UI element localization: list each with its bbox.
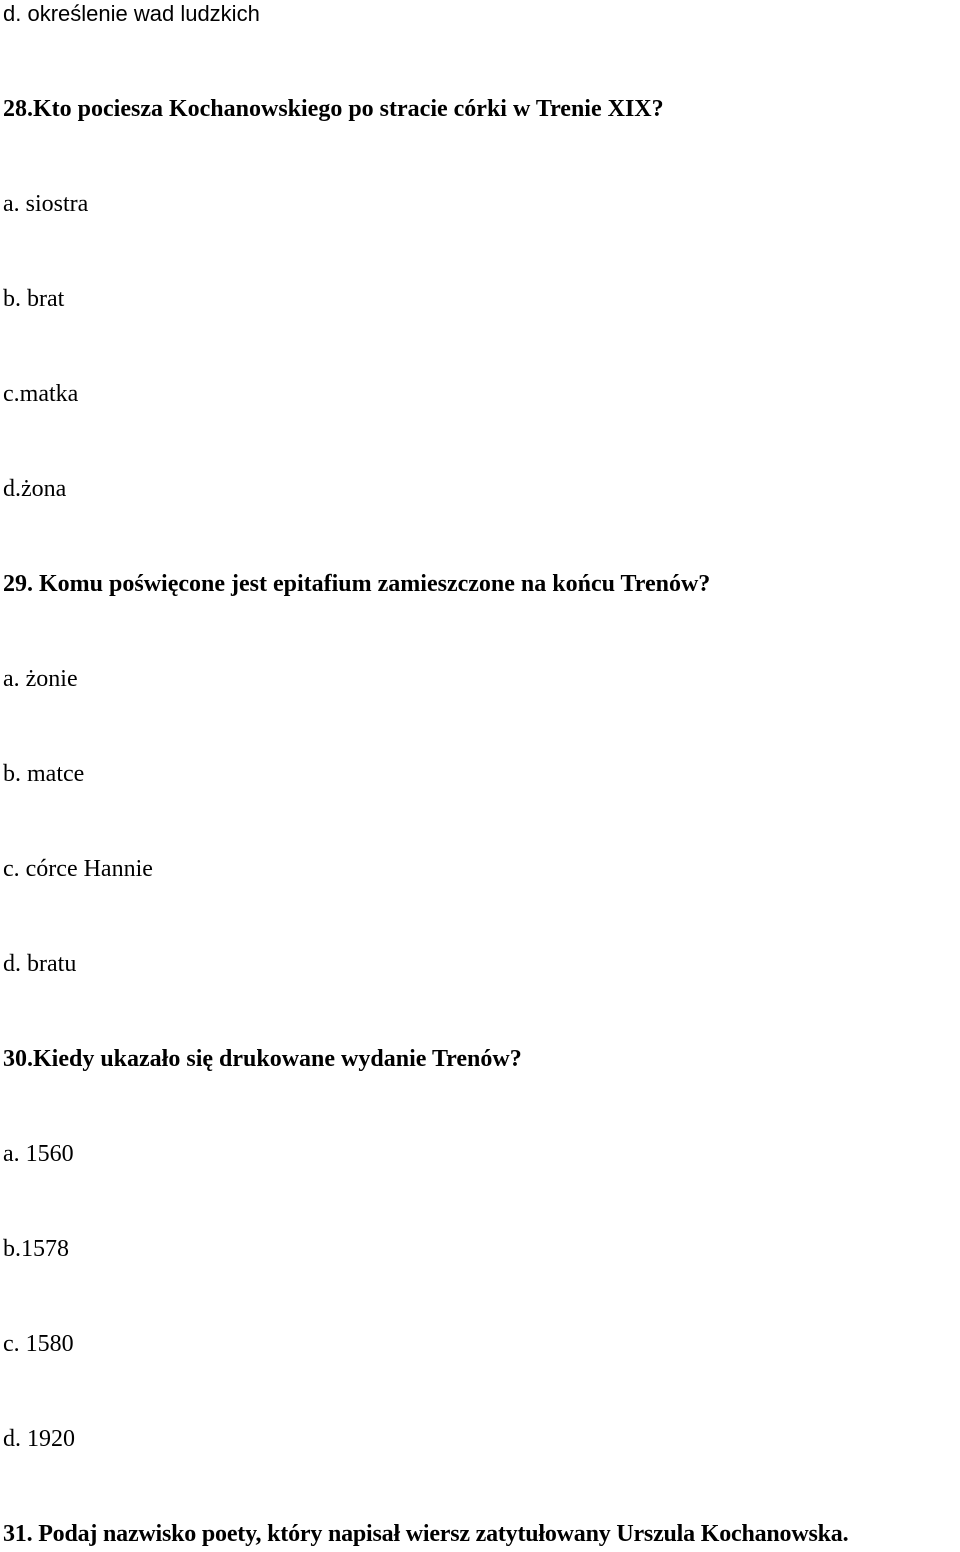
question-28: 28.Kto pociesza Kochanowskiego po stracie córki w Trenie XIX? [3, 96, 664, 122]
answer-option: d. 1920 [3, 1426, 75, 1452]
answer-option: d.żona [3, 476, 67, 502]
answer-option: c. córce Hannie [3, 856, 153, 882]
answer-option: d. bratu [3, 951, 77, 977]
answer-option: a. siostra [3, 191, 89, 217]
answer-option: c. 1580 [3, 1331, 74, 1357]
answer-option: b. brat [3, 286, 65, 312]
answer-option: b.1578 [3, 1236, 69, 1262]
answer-option: b. matce [3, 761, 85, 787]
answer-option: d. określenie wad ludzkich [3, 1, 260, 26]
question-30: 30.Kiedy ukazało się drukowane wydanie Trenów? [3, 1046, 522, 1072]
answer-option: a. 1560 [3, 1141, 74, 1167]
answer-option: a. żonie [3, 666, 78, 692]
question-29: 29. Komu poświęcone jest epitafium zamieszczone na końcu Trenów? [3, 571, 711, 597]
question-31: 31. Podaj nazwisko poety, który napisał wiersz zatytułowany Urszula Kochanowska. [3, 1521, 849, 1547]
answer-option: c.matka [3, 381, 79, 407]
